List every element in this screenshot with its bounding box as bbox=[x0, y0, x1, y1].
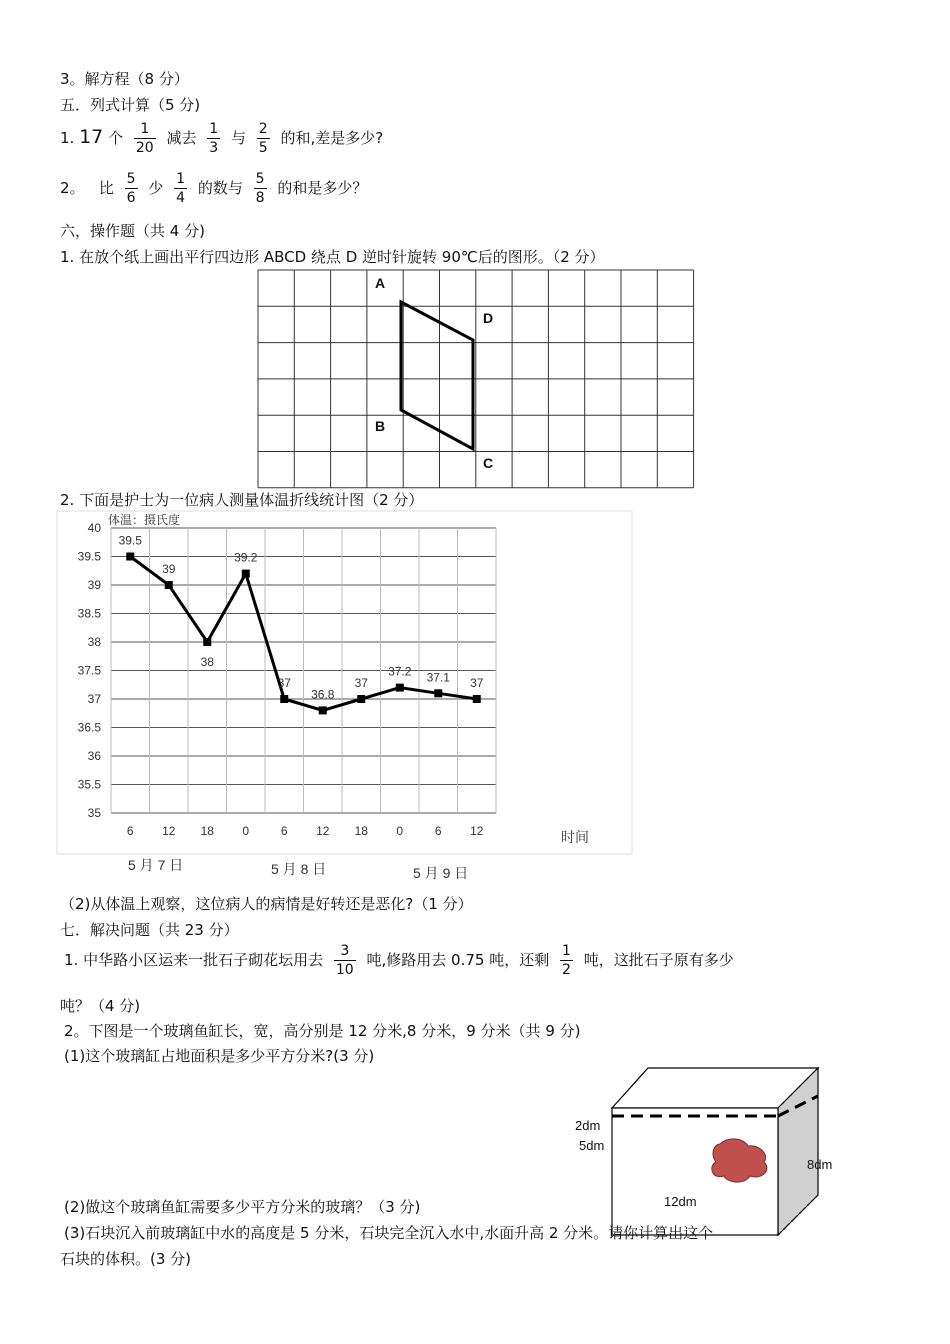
question-6-1: 1. 在放个纸上画出平行四边形 ABCD 绕点 D 逆时针旋转 90℃后的图形。（2 分） bbox=[60, 248, 605, 266]
parallelogram-grid bbox=[250, 268, 700, 490]
data-point bbox=[396, 684, 404, 692]
fraction-5-8: $\frac{5}{8}$ bbox=[255, 171, 265, 206]
data-label: 39 bbox=[162, 562, 176, 576]
data-label: 38 bbox=[200, 655, 214, 669]
parallelogram-abcd bbox=[401, 302, 473, 449]
fraction-1-4: $\frac{1}{4}$ bbox=[176, 171, 186, 206]
data-point bbox=[357, 695, 365, 703]
y-tick-label: 35.5 bbox=[77, 777, 101, 792]
question-5-1 bbox=[60, 120, 383, 157]
q-text: 个 bbox=[108, 129, 124, 147]
question-7-2-2: (2)做这个玻璃鱼缸需要多少平方分米的玻璃？（3 分) bbox=[64, 1198, 421, 1216]
data-label: 39.2 bbox=[234, 550, 258, 565]
date-label-1: 5 月 7 日 bbox=[128, 857, 184, 873]
fraction-2-5: $\frac{2}{5}$ bbox=[258, 121, 268, 156]
x-tick-label: 12 bbox=[162, 824, 176, 838]
section-7-heading: 七．解决问题（共 23 分） bbox=[60, 921, 239, 939]
dim-2dm: 2dm bbox=[575, 1118, 601, 1133]
y-tick-label: 40 bbox=[87, 521, 101, 535]
q-text: 的和是多少？ bbox=[277, 179, 368, 197]
data-point bbox=[203, 638, 211, 646]
question-7-1-tail: 吨？（4 分) bbox=[60, 997, 141, 1015]
fraction-3-10: $\frac{3}{10}$ bbox=[335, 943, 354, 978]
y-tick-label: 37.5 bbox=[77, 663, 101, 678]
question-6-2-sub2: （2)从体温上观察，这位病人的病情是好转还是恶化?（1 分） bbox=[60, 895, 473, 913]
question-6-2: 2. 下面是护士为一位病人测量体温折线统计图（2 分） bbox=[60, 491, 424, 509]
q-number: 1. bbox=[60, 129, 75, 147]
data-label: 37.2 bbox=[388, 664, 412, 679]
data-point bbox=[242, 570, 250, 578]
q-text: 减去 bbox=[166, 129, 197, 147]
fraction-5-6: $\frac{5}{6}$ bbox=[126, 171, 136, 206]
dim-8dm: 8dm bbox=[807, 1157, 833, 1172]
section-6-heading: 六，操作题（共 4 分) bbox=[60, 222, 205, 240]
fish-tank-figure bbox=[560, 1060, 860, 1240]
x-tick-label: 18 bbox=[200, 824, 214, 838]
grid-lines bbox=[258, 270, 694, 488]
q-text: 少 bbox=[148, 179, 164, 197]
data-point bbox=[165, 581, 173, 589]
question-7-2-1: (1)这个玻璃缸占地面积是多少平方分米?(3 分) bbox=[64, 1047, 375, 1065]
chart-frame bbox=[57, 511, 632, 854]
x-tick-label: 12 bbox=[316, 824, 330, 838]
data-label: 37 bbox=[354, 676, 368, 690]
x-tick-label: 6 bbox=[434, 824, 442, 838]
x-tick-label: 12 bbox=[470, 824, 484, 838]
q-text: 的数与 bbox=[197, 179, 243, 197]
q-text: 吨,修路用去 0.75 吨，还剩 bbox=[366, 951, 550, 969]
dim-5dm: 5dm bbox=[579, 1138, 605, 1153]
y-tick-label: 37 bbox=[87, 692, 101, 706]
label-a: A bbox=[375, 275, 386, 291]
section-5-heading: 五．列式计算（5 分) bbox=[60, 96, 201, 114]
y-tick-label: 39 bbox=[87, 578, 101, 592]
data-label: 37 bbox=[277, 676, 291, 690]
label-b: B bbox=[375, 418, 386, 434]
label-c: C bbox=[483, 455, 494, 471]
y-tick-label: 38 bbox=[87, 635, 101, 649]
data-label: 36.8 bbox=[311, 687, 335, 702]
data-point bbox=[434, 689, 442, 697]
y-tick-label: 35 bbox=[87, 806, 101, 820]
q-number: 2。 bbox=[60, 179, 85, 197]
fraction-1-20: $\frac{1}{20}$ bbox=[135, 121, 154, 156]
data-label: 37 bbox=[470, 676, 484, 690]
y-tick-label: 38.5 bbox=[77, 606, 101, 621]
date-label-2: 5 月 8 日 bbox=[271, 861, 327, 877]
fraction-1-3: $\frac{1}{3}$ bbox=[209, 121, 219, 156]
q-text: 吨，这批石子原有多少 bbox=[583, 951, 734, 969]
data-point bbox=[280, 695, 288, 703]
q-number-value: 17 bbox=[79, 126, 104, 148]
question-7-1 bbox=[64, 942, 734, 979]
question-7-2: 2。下图是一个玻璃鱼缸长，宽，高分别是 12 分米,8 分米，9 分米（共 9 分) bbox=[64, 1022, 581, 1040]
data-point bbox=[126, 553, 134, 561]
x-tick-label: 0 bbox=[242, 824, 250, 838]
q-text: 1. 中华路小区运来一批石子砌花坛用去 bbox=[64, 951, 324, 969]
date-label-3: 5 月 9 日 bbox=[413, 865, 469, 881]
x-tick-label: 0 bbox=[396, 824, 404, 838]
x-tick-label: 18 bbox=[354, 824, 368, 838]
chart-title: 体温：摄氏度 bbox=[108, 513, 181, 527]
data-label: 37.1 bbox=[426, 670, 450, 685]
data-point bbox=[319, 706, 327, 714]
label-d: D bbox=[483, 310, 494, 326]
q-text: 的和,差是多少? bbox=[280, 129, 384, 147]
chart-xlabel: 时间 bbox=[561, 829, 589, 845]
y-tick-label: 36 bbox=[87, 749, 101, 763]
question-7-2-3: (3)石块沉入前玻璃缸中水的高度是 5 分米，石块完全沉入水中,水面升高 2 分米。请你计算出这个 bbox=[64, 1224, 714, 1242]
x-tick-label: 6 bbox=[126, 824, 134, 838]
dim-12dm: 12dm bbox=[664, 1194, 697, 1209]
q-text: 比 bbox=[98, 179, 114, 197]
x-tick-label: 6 bbox=[280, 824, 288, 838]
y-tick-label: 39.5 bbox=[77, 549, 101, 564]
fraction-1-2: $\frac{1}{2}$ bbox=[561, 943, 571, 978]
q-text: 与 bbox=[230, 129, 246, 147]
data-point bbox=[473, 695, 481, 703]
data-label: 39.5 bbox=[118, 533, 142, 548]
question-7-2-3-tail: 石块的体积。(3 分) bbox=[60, 1250, 192, 1268]
temperature-chart bbox=[56, 510, 636, 890]
equation-heading: 3。解方程（8 分） bbox=[60, 70, 189, 88]
question-5-2 bbox=[60, 170, 367, 207]
y-tick-label: 36.5 bbox=[77, 720, 101, 735]
